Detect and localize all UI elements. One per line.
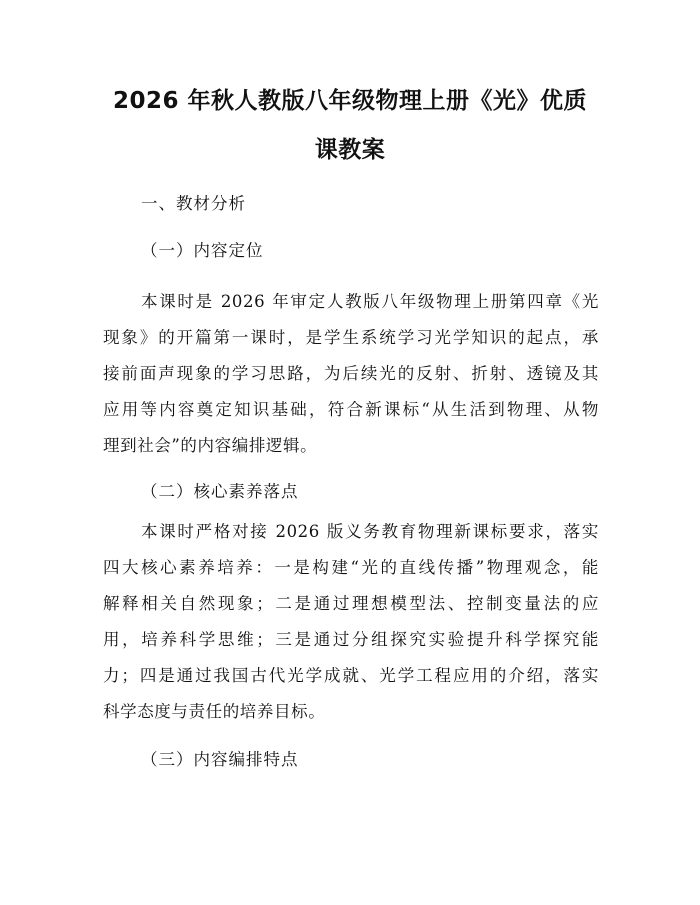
paragraph-line: 四大核心素养培养：一是构建“光的直线传播”物理观念，能 — [103, 558, 599, 577]
paragraph-line: 理到社会”的内容编排逻辑。 — [103, 436, 318, 455]
subsection-heading-core-competencies: （二）核心素养落点 — [141, 482, 299, 501]
paragraph-content-positioning — [103, 284, 599, 464]
paragraph-line: 本课时严格对接 2026 版义务教育物理新课标要求，落实 — [141, 522, 599, 541]
paragraph-line: 解释相关自然现象；二是通过理想模型法、控制变量法的应 — [103, 594, 599, 613]
paragraph-line: 科学态度与责任的培养目标。 — [103, 702, 326, 721]
section-heading-textbook-analysis: 一、教材分析 — [141, 194, 246, 213]
subsection-heading-content-positioning: （一）内容定位 — [141, 241, 264, 260]
paragraph-line: 应用等内容奠定知识基础，符合新课标“从生活到物理、从物 — [103, 400, 599, 419]
subsection-heading-content-arrangement: （三）内容编排特点 — [141, 750, 299, 769]
paragraph-line: 用，培养科学思维；三是通过分组探究实验提升科学探究能 — [103, 630, 599, 649]
paragraph-line: 本课时是 2026 年审定人教版八年级物理上册第四章《光 — [141, 292, 599, 311]
document-title-line-2: 课教案 — [314, 137, 386, 163]
paragraph-line: 接前面声现象的学习思路，为后续光的反射、折射、透镜及其 — [103, 364, 599, 383]
paragraph-core-competencies — [103, 514, 599, 730]
document-title-line-1: 2026 年秋人教版八年级物理上册《光》优质 — [112, 88, 588, 114]
paragraph-line: 现象》的开篇第一课时，是学生系统学习光学知识的起点，承 — [103, 328, 599, 347]
paragraph-line: 力；四是通过我国古代光学成就、光学工程应用的介绍，落实 — [103, 666, 599, 685]
